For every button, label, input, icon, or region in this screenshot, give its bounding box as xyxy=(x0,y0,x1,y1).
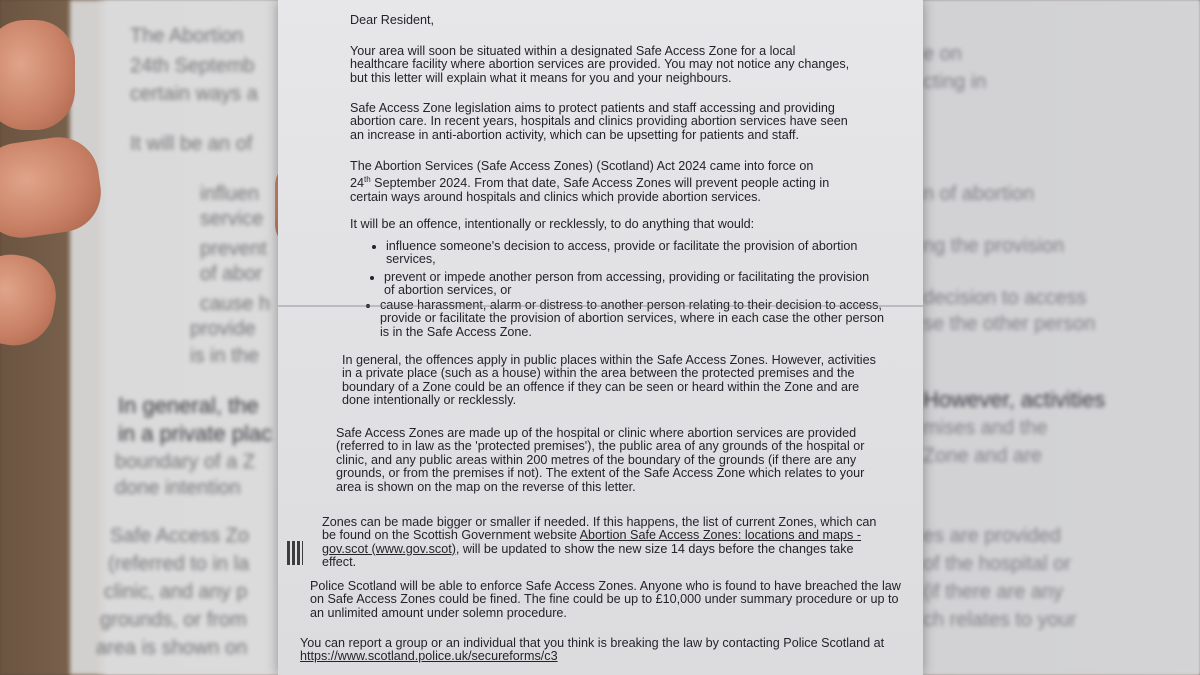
bg-left-line: prevent xyxy=(200,238,267,260)
bg-left-line: provide xyxy=(190,318,256,340)
paragraph-police: Police Scotland will be able to enforce Safe Access Zones. Anyone who is found to have breached the law on Safe Access Zones could be fined. The fine could be up to £10,000 under summary procedure or up to an unlimited amount under solemn procedure. xyxy=(310,579,901,620)
act-date-suffix: th xyxy=(364,175,371,185)
bg-left-line: grounds, or from xyxy=(100,609,247,631)
bg-left-line: 24th Septemb xyxy=(130,55,255,77)
background-letter-right xyxy=(915,0,1200,675)
list-item: influence someone's decision to access, provide or facilitate the provision of abortion services, xyxy=(386,239,858,267)
paragraph-report xyxy=(300,637,915,664)
letter-content xyxy=(278,0,923,675)
bg-right-line: mises and the xyxy=(923,417,1048,439)
act-date-day: 24 xyxy=(350,176,365,191)
bullet-icon xyxy=(372,245,376,249)
bg-left-line: area is shown on xyxy=(96,637,248,659)
paragraph-general: In general, the offences apply in public places within the Safe Access Zones. However, activities in a private place (such as a house) within the area between the protected premises and the boundary of a Zone could be an offence if they can be seen or heard within the Zone and are done intentionally or recklessly. xyxy=(342,353,876,408)
bg-left-line: certain ways a xyxy=(130,83,258,105)
bg-left-line: influen xyxy=(200,183,259,205)
bg-left-line: is in the xyxy=(190,345,259,367)
bg-left-line: in a private plac xyxy=(118,421,273,446)
bg-left-line: done intention xyxy=(115,477,241,499)
act-line-3: certain ways around hospitals and clinics which provide abortion services. xyxy=(350,190,761,204)
bg-right-line: cting in xyxy=(923,71,987,93)
bg-right-line: e on xyxy=(923,43,962,65)
paragraph-zone-size xyxy=(322,516,882,570)
act-line-2: September 2024. From that date, Safe Access Zones will prevent people acting in xyxy=(370,176,830,191)
act-line-1: The Abortion Services (Safe Access Zones) (Scotland) Act 2024 came into force on xyxy=(350,159,814,173)
bg-left-line: service xyxy=(200,208,264,230)
paragraph-legislation: Safe Access Zone legislation aims to protect patients and staff accessing and providing abortion care. In recent years, hospitals and clinics providing abortion services have seen an increase in anti-abortion activity, which can be upsetting for patients and staff. xyxy=(350,101,848,142)
bg-right-line: of the hospital or xyxy=(923,553,1071,575)
bg-left-line: (referred to in la xyxy=(108,553,250,575)
bg-right-line: es are provided xyxy=(923,525,1061,547)
bg-right-line: n of abortion xyxy=(923,183,1035,205)
paragraph-offence: It will be an offence, intentionally or recklessly, to do anything that would: xyxy=(350,217,755,231)
bg-left-line: cause h xyxy=(200,293,271,315)
letter-fold-crease xyxy=(278,305,923,307)
finger-left-top xyxy=(0,20,75,130)
list-item: cause harassment, alarm or distress to another person relating to their decision to access, provide or facilitate the provision of abortion services, where in each case the other person is in the Safe Access Zone. xyxy=(380,298,885,339)
letter-page xyxy=(278,0,923,675)
zone-size-text-2: , will be updated to show the new size 14 days before the changes take effect. xyxy=(322,541,854,570)
bg-left-line: The Abortion xyxy=(130,25,244,47)
bg-left-line: In general, the xyxy=(118,393,259,418)
zone-size-text: Zones can be made bigger or smaller if needed. If this happens, the list of current Zones, which can be found on the Scottish Government website xyxy=(322,515,877,543)
bg-left-line: boundary of a Z xyxy=(115,451,256,473)
list-item: prevent or impede another person from accessing, providing or facilitating the provision of abortion services, or xyxy=(384,270,870,298)
bg-right-line: (if there are any xyxy=(923,581,1064,603)
paragraph-intro: Your area will soon be situated within a designated Safe Access Zone for a local healthcare facility where abortion services are provided. You may not notice any changes, but this letter will explain what it means for you and your neighbours. xyxy=(350,44,850,85)
bg-right-line: However, activities xyxy=(923,387,1106,412)
qr-code-icon xyxy=(287,541,303,565)
bg-left-line: Safe Access Zo xyxy=(110,525,249,547)
bg-right-line: decision to access xyxy=(923,287,1087,309)
bg-left-line: It will be an of xyxy=(130,133,253,155)
bullet-icon xyxy=(370,276,374,280)
bg-right-line: Zone and are xyxy=(923,445,1042,467)
background-letter-left xyxy=(70,0,285,675)
report-text: You can report a group or an individual that you think is breaking the law by contacting Police Scotland at xyxy=(300,636,885,650)
bg-left-line: clinic, and any p xyxy=(104,581,248,603)
police-report-link[interactable]: https://www.scotland.police.uk/secureforms/c3 xyxy=(300,649,558,664)
bg-right-line: se the other person xyxy=(923,313,1096,335)
bg-left-line: of abor xyxy=(200,263,263,285)
bg-right-line: ch relates to your xyxy=(923,609,1077,631)
salutation: Dear Resident, xyxy=(350,13,434,27)
paragraph-zones: Safe Access Zones are made up of the hospital or clinic where abortion services are provided (referred to in law as the 'protected premises'), the public area of any grounds of the hospital or clinic, and any public areas within 200 metres of the boundary of the grounds (if there are any grounds, or from the premises if not). The extent of the Safe Access Zone which relates to your area is shown on the map on the reverse of this letter. xyxy=(336,426,865,494)
bg-right-line: ng the provision xyxy=(923,235,1065,257)
paragraph-act xyxy=(350,160,870,204)
gov-scot-link[interactable]: Abortion Safe Access Zones: locations and maps - gov.scot (www.gov.scot) xyxy=(322,528,862,556)
